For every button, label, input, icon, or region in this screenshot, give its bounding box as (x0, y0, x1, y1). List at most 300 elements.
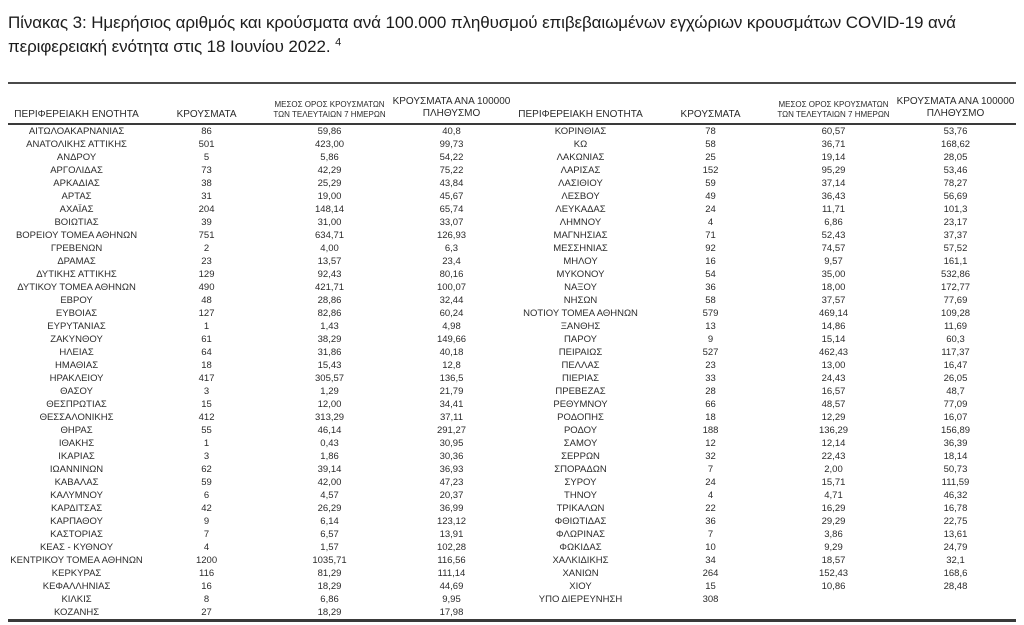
cell-region: ΡΕΘΥΜΝΟΥ (553, 399, 608, 410)
cell-per100k: 28,05 (943, 152, 968, 163)
cell-region: ΡΟΔΟΠΗΣ (557, 412, 604, 423)
cell-region: ΕΥΒΟΙΑΣ (55, 308, 98, 319)
cell-per100k: 36,39 (943, 438, 968, 449)
cell-cases: 127 (198, 308, 215, 319)
cell-per100k: 116,56 (437, 555, 466, 566)
cell-region: ΔΡΑΜΑΣ (57, 256, 96, 267)
cell-region: ΚΑΛΥΜΝΟΥ (50, 490, 103, 501)
cell-region: ΙΘΑΚΗΣ (58, 438, 95, 449)
cell-avg7: 16,57 (821, 386, 846, 397)
cell-cases: 1 (203, 438, 210, 449)
cell-region: ΑΝΑΤΟΛΙΚΗΣ ΑΤΤΙΚΗΣ (26, 139, 127, 150)
covid-cases-table (8, 82, 1016, 622)
cell-per100k: 126,93 (436, 230, 467, 241)
cell-per100k: 102,28 (436, 542, 467, 553)
cell-region: ΕΒΡΟΥ (60, 295, 93, 306)
footnote-reference: 4 (335, 36, 342, 49)
cell-cases: 49 (705, 191, 716, 202)
cell-cases: 58 (705, 139, 716, 150)
cell-region: ΝΑΞΟΥ (564, 282, 597, 293)
table-row (8, 359, 1016, 372)
cell-per100k (895, 593, 1016, 606)
table-row (8, 294, 1016, 307)
cell-per100k: 32,1 (946, 555, 965, 566)
cell-cases: 15 (705, 581, 716, 592)
table-row (8, 528, 1016, 541)
cell-region: ΑΙΤΩΛΟΑΚΑΡΝΑΝΙΑΣ (28, 126, 125, 137)
header-cases-left: ΚΡΟΥΣΜΑΤΑ (176, 109, 237, 120)
cell-avg7: 1,29 (320, 386, 339, 397)
cell-avg7: 423,00 (315, 139, 345, 150)
cell-avg7: 18,29 (317, 607, 342, 618)
cell-region: ΘΕΣΠΡΩΤΙΑΣ (46, 399, 107, 410)
cell-region (512, 606, 649, 621)
cell-per100k: 77,09 (943, 399, 968, 410)
cell-region: ΚΕΝΤΡΙΚΟΥ ΤΟΜΕΑ ΑΘΗΝΩΝ (10, 555, 143, 566)
cell-cases: 417 (198, 373, 215, 384)
header-cases-right: ΚΡΟΥΣΜΑΤΑ (680, 109, 741, 120)
cell-cases: 16 (705, 256, 716, 267)
cell-cases: 18 (705, 412, 716, 423)
header-per100k-line1: ΚΡΟΥΣΜΑΤΑ ΑΝΑ 100000 (896, 96, 1015, 107)
cell-cases: 78 (705, 126, 716, 137)
cell-avg7: 15,71 (821, 477, 846, 488)
cell-cases: 13 (705, 321, 716, 332)
cell-region: ΤΡΙΚΑΛΩΝ (556, 503, 605, 514)
cell-avg7: 421,71 (315, 282, 345, 293)
table-row (8, 124, 1016, 138)
cell-avg7: 12,14 (821, 438, 846, 449)
cell-avg7: 4,00 (320, 243, 339, 254)
cell-cases: 18 (201, 360, 212, 371)
cell-cases: 24 (705, 477, 716, 488)
cell-avg7 (772, 593, 895, 606)
cell-avg7: 74,57 (821, 243, 846, 254)
table-row (8, 242, 1016, 255)
cell-avg7: 92,43 (317, 269, 342, 280)
cell-per100k: 13,91 (439, 529, 464, 540)
cell-cases: 73 (201, 165, 212, 176)
cell-cases: 308 (702, 594, 719, 605)
cell-per100k: 24,79 (943, 542, 968, 553)
header-per100k-line2: ΠΛΗΘΥΣΜΟ (422, 108, 481, 119)
cell-cases: 129 (198, 269, 215, 280)
cell-region: ΔΥΤΙΚΗΣ ΑΤΤΙΚΗΣ (36, 269, 117, 280)
cell-region: ΚΑΣΤΟΡΙΑΣ (50, 529, 103, 540)
table-row (8, 320, 1016, 333)
cell-avg7: 1035,71 (312, 555, 347, 566)
cell-region: ΖΑΚΥΝΘΟΥ (50, 334, 103, 345)
cell-avg7: 39,14 (317, 464, 342, 475)
table-row (8, 567, 1016, 580)
cell-avg7: 10,86 (821, 581, 846, 592)
cell-per100k: 123,12 (436, 516, 467, 527)
cell-per100k: 16,47 (943, 360, 968, 371)
cell-cases: 5 (203, 152, 210, 163)
cell-region: ΠΑΡΟΥ (564, 334, 597, 345)
cell-region: ΜΕΣΣΗΝΙΑΣ (553, 243, 608, 254)
table-row (8, 437, 1016, 450)
cell-per100k: 50,73 (943, 464, 968, 475)
cell-avg7: 6,14 (320, 516, 339, 527)
cell-per100k: 117,37 (941, 347, 970, 358)
table-row (8, 190, 1016, 203)
cell-region: ΚΟΖΑΝΗΣ (53, 607, 100, 618)
cell-cases: 1200 (195, 555, 218, 566)
cell-avg7: 35,00 (821, 269, 846, 280)
cell-per100k: 20,37 (439, 490, 464, 501)
cell-region: ΑΡΓΟΛΙΔΑΣ (50, 165, 103, 176)
cell-avg7: 5,86 (320, 152, 339, 163)
cell-cases: 188 (702, 425, 719, 436)
cell-cases: 1 (203, 321, 210, 332)
cell-region: ΛΑΡΙΣΑΣ (560, 165, 601, 176)
cell-cases: 4 (707, 490, 714, 501)
cell-per100k: 18,14 (943, 451, 968, 462)
cell-region: ΠΕΙΡΑΙΩΣ (558, 347, 603, 358)
cell-per100k: 12,8 (442, 360, 461, 371)
cell-cases: 32 (705, 451, 716, 462)
cell-per100k: 149,66 (436, 334, 467, 345)
cell-per100k: 36,93 (439, 464, 464, 475)
cell-region: ΥΠΟ ΔΙΕΡΕΥΝΗΣΗ (538, 594, 623, 605)
cell-per100k: 168,6 (943, 568, 968, 579)
cell-region: ΜΗΛΟΥ (563, 256, 598, 267)
cell-per100k: 33,07 (439, 217, 464, 228)
cell-region: ΦΘΙΩΤΙΔΑΣ (554, 516, 607, 527)
cell-cases: 3 (203, 451, 210, 462)
cell-avg7: 9,29 (824, 542, 843, 553)
cell-region: ΚΕΦΑΛΛΗΝΙΑΣ (42, 581, 111, 592)
cell-region: ΧΙΟΥ (569, 581, 592, 592)
cell-per100k: 9,95 (442, 594, 461, 605)
cell-per100k: 4,98 (442, 321, 461, 332)
cell-cases: 24 (705, 204, 716, 215)
cell-region: ΒΟΡΕΙΟΥ ΤΟΜΕΑ ΑΘΗΝΩΝ (15, 230, 138, 241)
cell-region: ΜΥΚΟΝΟΥ (556, 269, 605, 280)
cell-per100k: 111,59 (941, 477, 970, 488)
cell-avg7: 29,29 (821, 516, 846, 527)
table-row (8, 541, 1016, 554)
cell-region: ΠΙΕΡΙΑΣ (561, 373, 600, 384)
cell-cases: 25 (705, 152, 716, 163)
cell-cases: 39 (201, 217, 212, 228)
cell-per100k (895, 606, 1016, 621)
cell-avg7: 19,00 (317, 191, 342, 202)
cell-avg7: 305,57 (315, 373, 345, 384)
cell-cases: 6 (203, 490, 210, 501)
cell-per100k: 48,7 (946, 386, 965, 397)
table-row (8, 398, 1016, 411)
cell-region: ΑΡΚΑΔΙΑΣ (53, 178, 100, 189)
cell-avg7: 152,43 (818, 568, 849, 579)
cell-avg7: 6,86 (320, 594, 339, 605)
cell-avg7: 0,43 (320, 438, 339, 449)
cell-region: ΒΟΙΩΤΙΑΣ (54, 217, 99, 228)
table-row (8, 450, 1016, 463)
cell-avg7: 3,86 (824, 529, 843, 540)
cell-avg7: 1,43 (320, 321, 339, 332)
cell-region: ΣΕΡΡΩΝ (561, 451, 600, 462)
table-row (8, 177, 1016, 190)
cell-cases: 579 (702, 308, 719, 319)
cell-cases: 28 (705, 386, 716, 397)
cell-avg7: 38,29 (317, 334, 342, 345)
cell-per100k: 30,36 (439, 451, 464, 462)
cell-cases: 4 (203, 542, 210, 553)
cell-per100k: 65,74 (439, 204, 464, 215)
table-row (8, 385, 1016, 398)
cell-avg7: 48,57 (821, 399, 846, 410)
cell-cases: 9 (707, 334, 714, 345)
cell-region: ΧΑΛΚΙΔΙΚΗΣ (552, 555, 609, 566)
header-per100k-line1: ΚΡΟΥΣΜΑΤΑ ΑΝΑ 100000 (392, 96, 511, 107)
cell-avg7: 15,14 (821, 334, 846, 345)
header-avg7-left (268, 83, 391, 124)
table-row (8, 333, 1016, 346)
cell-cases: 61 (201, 334, 212, 345)
cell-per100k: 37,37 (943, 230, 968, 241)
cell-per100k: 172,77 (940, 282, 971, 293)
cell-region: ΑΡΤΑΣ (61, 191, 92, 202)
cell-per100k: 80,16 (439, 269, 464, 280)
cell-avg7: 18,29 (317, 581, 342, 592)
cell-avg7: 1,57 (320, 542, 339, 553)
cell-region: ΜΑΓΝΗΣΙΑΣ (553, 230, 608, 241)
table-row (8, 502, 1016, 515)
cell-cases: 501 (198, 139, 215, 150)
cell-region: ΙΩΑΝΝΙΝΩΝ (49, 464, 104, 475)
table-title-text: Πίνακας 3: Ημερήσιος αριθμός και κρούσματα ανά 100.000 πληθυσμού επιβεβαιωμένων εγχώριων κρουσμάτων COVID-19 ανά περιφερειακή ενότητα στις 18 Ιουνίου 2022. (8, 13, 956, 56)
cell-per100k: 23,4 (442, 256, 461, 267)
cell-region: ΔΥΤΙΚΟΥ ΤΟΜΕΑ ΑΘΗΝΩΝ (17, 282, 136, 293)
cell-region: ΘΗΡΑΣ (60, 425, 93, 436)
table-row (8, 281, 1016, 294)
cell-per100k: 45,67 (439, 191, 464, 202)
cell-cases: 71 (705, 230, 716, 241)
cell-per100k: 13,61 (943, 529, 968, 540)
cell-avg7: 26,29 (317, 503, 342, 514)
cell-avg7: 24,43 (821, 373, 846, 384)
cell-cases: 23 (201, 256, 212, 267)
cell-avg7: 46,14 (317, 425, 342, 436)
cell-avg7: 42,29 (317, 165, 342, 176)
cell-avg7: 37,57 (821, 295, 846, 306)
cell-region: ΓΡΕΒΕΝΩΝ (50, 243, 103, 254)
cell-avg7: 52,43 (821, 230, 846, 241)
cell-region: ΕΥΡΥΤΑΝΙΑΣ (47, 321, 106, 332)
cell-cases: 34 (705, 555, 716, 566)
cell-avg7: 95,29 (821, 165, 846, 176)
cell-per100k: 37,11 (439, 412, 464, 423)
cell-region: ΘΑΣΟΥ (60, 386, 93, 397)
cell-cases: 12 (705, 438, 716, 449)
cell-per100k: 54,22 (439, 152, 464, 163)
cell-avg7: 19,14 (821, 152, 846, 163)
cell-region: ΛΗΜΝΟΥ (559, 217, 602, 228)
cell-avg7: 22,43 (821, 451, 846, 462)
cell-per100k: 44,69 (439, 581, 464, 592)
cell-avg7: 11,71 (821, 204, 846, 215)
cell-per100k: 28,48 (943, 581, 968, 592)
cell-per100k: 6,3 (444, 243, 459, 254)
cell-cases: 8 (203, 594, 210, 605)
cell-cases: 33 (705, 373, 716, 384)
cell-region: ΚΟΡΙΝΘΙΑΣ (554, 126, 607, 137)
cell-cases (649, 606, 772, 621)
cell-region: ΣΑΜΟΥ (563, 438, 598, 449)
cell-region: ΘΕΣΣΑΛΟΝΙΚΗΣ (39, 412, 114, 423)
cell-avg7: 469,14 (818, 308, 849, 319)
cell-region: ΠΡΕΒΕΖΑΣ (555, 386, 606, 397)
cell-cases: 490 (198, 282, 215, 293)
cell-avg7: 4,57 (320, 490, 339, 501)
cell-per100k: 78,27 (943, 178, 968, 189)
cell-region: ΑΧΑΪΑΣ (59, 204, 94, 215)
cell-per100k: 11,69 (943, 321, 968, 332)
cell-per100k: 23,17 (943, 217, 968, 228)
table-row (8, 151, 1016, 164)
cell-region: ΣΥΡΟΥ (564, 477, 597, 488)
cell-cases: 86 (201, 126, 212, 137)
cell-avg7: 2,00 (824, 464, 843, 475)
cell-avg7: 36,71 (821, 139, 846, 150)
cell-cases: 7 (707, 464, 714, 475)
table-header-row (8, 83, 1016, 124)
cell-per100k: 36,99 (439, 503, 464, 514)
cell-cases: 59 (201, 477, 212, 488)
cell-cases: 48 (201, 295, 212, 306)
cell-avg7: 6,57 (320, 529, 339, 540)
cell-cases: 15 (201, 399, 212, 410)
cell-per100k: 99,73 (439, 139, 464, 150)
cell-cases: 59 (705, 178, 716, 189)
cell-cases: 412 (198, 412, 215, 423)
cell-per100k: 532,86 (940, 269, 971, 280)
cell-avg7: 81,29 (317, 568, 342, 579)
header-avg7-line1: ΜΕΣΟΣ ΟΡΟΣ ΚΡΟΥΣΜΑΤΩΝ (778, 100, 889, 109)
cell-region: ΣΠΟΡΑΔΩΝ (554, 464, 607, 475)
header-region-left: ΠΕΡΙΦΕΡΕΙΑΚΗ ΕΝΟΤΗΤΑ (14, 109, 139, 120)
cell-per100k: 100,07 (436, 282, 467, 293)
cell-region: ΝΟΤΙΟΥ ΤΟΜΕΑ ΑΘΗΝΩΝ (523, 308, 638, 319)
table-row (8, 489, 1016, 502)
table-row (8, 255, 1016, 268)
cell-avg7: 37,14 (821, 178, 846, 189)
cell-avg7: 60,57 (821, 126, 846, 137)
table-row (8, 424, 1016, 437)
cell-cases: 204 (198, 204, 215, 215)
table-row (8, 346, 1016, 359)
table-row (8, 138, 1016, 151)
cell-cases: 264 (702, 568, 719, 579)
header-avg7-line1: ΜΕΣΟΣ ΟΡΟΣ ΚΡΟΥΣΜΑΤΩΝ (274, 100, 385, 109)
cell-region: ΚΑΡΠΑΘΟΥ (50, 516, 103, 527)
cell-cases: 92 (705, 243, 716, 254)
cell-per100k: 161,1 (943, 256, 968, 267)
cell-cases: 751 (198, 230, 215, 241)
table-title (0, 0, 1024, 59)
table-row (8, 164, 1016, 177)
table-row (8, 411, 1016, 424)
cell-region: ΑΝΔΡΟΥ (56, 152, 97, 163)
cell-avg7: 18,57 (821, 555, 846, 566)
cell-per100k: 21,79 (439, 386, 464, 397)
cell-avg7: 31,00 (317, 217, 342, 228)
cell-cases: 36 (705, 282, 716, 293)
cell-cases: 22 (705, 503, 716, 514)
cell-per100k: 16,78 (943, 503, 968, 514)
cell-region: ΗΛΕΙΑΣ (59, 347, 94, 358)
cell-cases: 3 (203, 386, 210, 397)
cell-per100k: 40,18 (439, 347, 464, 358)
cell-per100k: 17,98 (439, 607, 464, 618)
cell-region: ΚΕΡΚΥΡΑΣ (51, 568, 102, 579)
cell-avg7: 12,00 (317, 399, 342, 410)
cell-avg7: 634,71 (315, 230, 345, 241)
cell-per100k: 168,62 (940, 139, 971, 150)
cell-region: ΤΗΝΟΥ (564, 490, 597, 501)
header-avg7-right (772, 83, 895, 124)
table-header (8, 83, 1016, 124)
cell-avg7: 4,71 (824, 490, 843, 501)
cell-per100k: 30,95 (439, 438, 464, 449)
cell-region: ΛΕΣΒΟΥ (561, 191, 600, 202)
cell-cases: 7 (707, 529, 714, 540)
cell-avg7: 42,00 (317, 477, 342, 488)
cell-region: ΚΕΑΣ - ΚΥΘΝΟΥ (39, 542, 114, 553)
cell-cases: 23 (705, 360, 716, 371)
table-row (8, 593, 1016, 606)
cell-region: ΙΚΑΡΙΑΣ (58, 451, 95, 462)
cell-per100k: 291,27 (436, 425, 467, 436)
cell-per100k: 111,14 (437, 568, 466, 579)
cell-avg7 (772, 606, 895, 621)
cell-cases: 54 (705, 269, 716, 280)
cell-avg7: 1,86 (320, 451, 339, 462)
cell-cases: 10 (705, 542, 716, 553)
cell-region: ΧΑΝΙΩΝ (562, 568, 599, 579)
cell-cases: 66 (705, 399, 716, 410)
table-row (8, 580, 1016, 593)
cell-avg7: 462,43 (818, 347, 849, 358)
cell-per100k: 16,07 (943, 412, 968, 423)
cell-cases: 62 (201, 464, 212, 475)
cell-cases: 55 (201, 425, 212, 436)
cell-cases: 2 (203, 243, 210, 254)
cell-cases: 31 (201, 191, 212, 202)
cell-region: ΡΟΔΟΥ (563, 425, 598, 436)
cell-region: ΚΑΡΔΙΤΣΑΣ (50, 503, 103, 514)
table-row (8, 606, 1016, 621)
cell-avg7: 82,86 (317, 308, 342, 319)
cell-avg7: 31,86 (317, 347, 342, 358)
cell-per100k: 40,8 (442, 126, 461, 137)
cell-per100k: 75,22 (439, 165, 464, 176)
cell-avg7: 14,86 (821, 321, 846, 332)
cell-avg7: 6,86 (824, 217, 843, 228)
cell-per100k: 60,24 (439, 308, 464, 319)
cell-cases: 116 (198, 568, 215, 579)
cell-per100k: 53,46 (943, 165, 968, 176)
cell-avg7: 15,43 (317, 360, 342, 371)
cell-per100k: 101,3 (943, 204, 968, 215)
cell-avg7: 18,00 (821, 282, 846, 293)
cell-region: ΦΛΩΡΙΝΑΣ (555, 529, 606, 540)
table-row (8, 203, 1016, 216)
cell-region: ΛΑΚΩΝΙΑΣ (556, 152, 605, 163)
cell-region: ΚΑΒΑΛΑΣ (54, 477, 99, 488)
